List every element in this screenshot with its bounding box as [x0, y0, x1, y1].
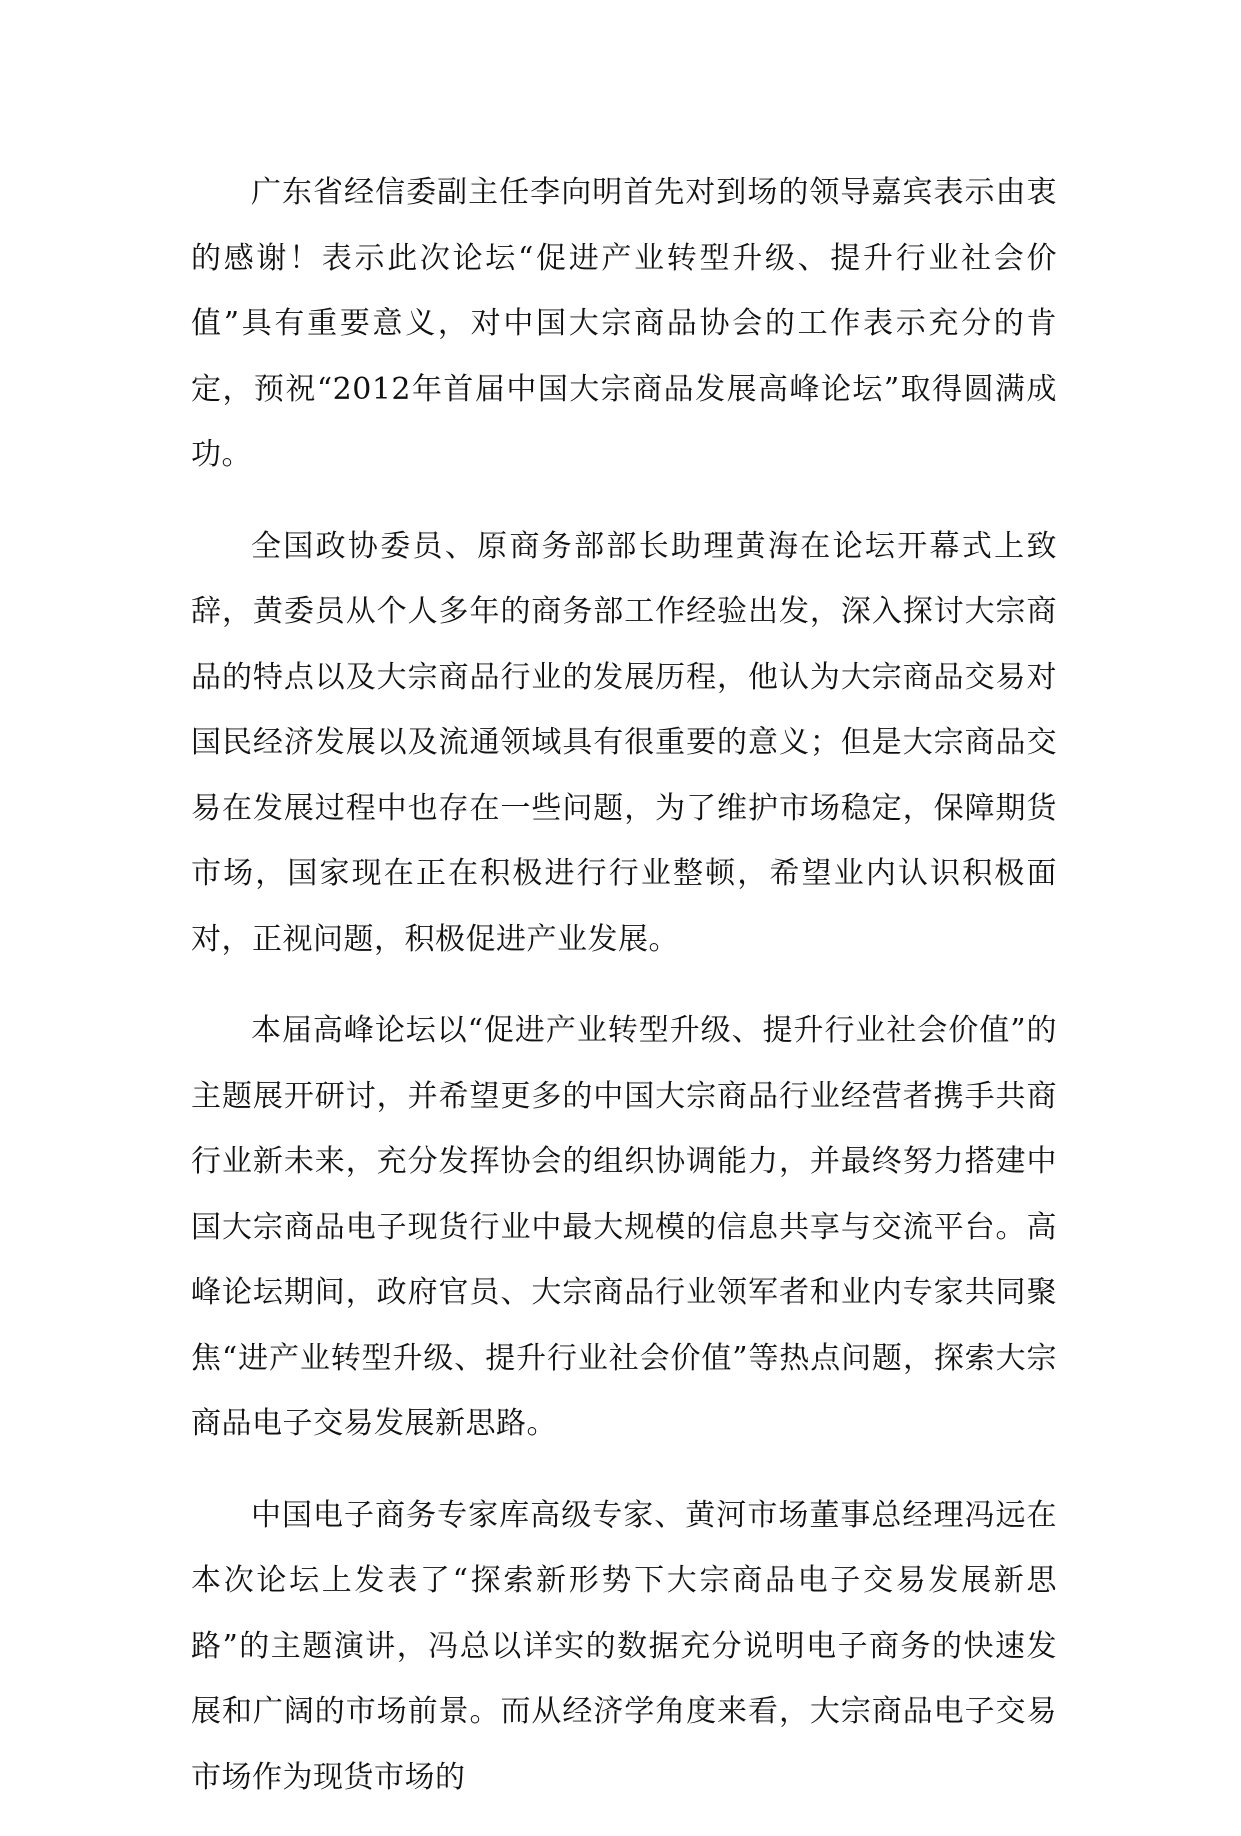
paragraph-1: 广东省经信委副主任李向明首先对到场的领导嘉宾表示由衷的感谢！表示此次论坛“促进产业转型升级、提升行业社会价值”具有重要意义，对中国大宗商品协会的工作表示充分的肯定，预祝“2012年首届中国大宗商品发展高峰论坛”取得圆满成功。 [191, 175, 1057, 472]
paragraph-4: 中国电子商务专家库高级专家、黄河市场董事总经理冯远在本次论坛上发表了“探索新形势下大宗商品电子交易发展新思路”的主题演讲，冯总以详实的数据充分说明电子商务的快速发展和广阔的市场前景。而从经济学角度来看，大宗商品电子交易市场作为现货市场的 [191, 1497, 1057, 1795]
document-page [191, 160, 1057, 1836]
paragraph-2: 全国政协委员、原商务部部长助理黄海在论坛开幕式上致辞，黄委员从个人多年的商务部工作经验出发，深入探讨大宗商品的特点以及大宗商品行业的发展历程，他认为大宗商品交易对国民经济发展以及流通领域具有很重要的意义；但是大宗商品交易在发展过程中也存在一些问题，为了维护市场稳定，保障期货市场，国家现在正在积极进行行业整顿，希望业内认识积极面对，正视问题，积极促进产业发展。 [191, 528, 1057, 957]
paragraph-3: 本届高峰论坛以“促进产业转型升级、提升行业社会价值”的主题展开研讨，并希望更多的中国大宗商品行业经营者携手共商行业新未来，充分发挥协会的组织协调能力，并最终努力搭建中国大宗商品电子现货行业中最大规模的信息共享与交流平台。高峰论坛期间，政府官员、大宗商品行业领军者和业内专家共同聚焦“进产业转型升级、提升行业社会价值”等热点问题，探索大宗商品电子交易发展新思路。 [191, 1013, 1057, 1441]
